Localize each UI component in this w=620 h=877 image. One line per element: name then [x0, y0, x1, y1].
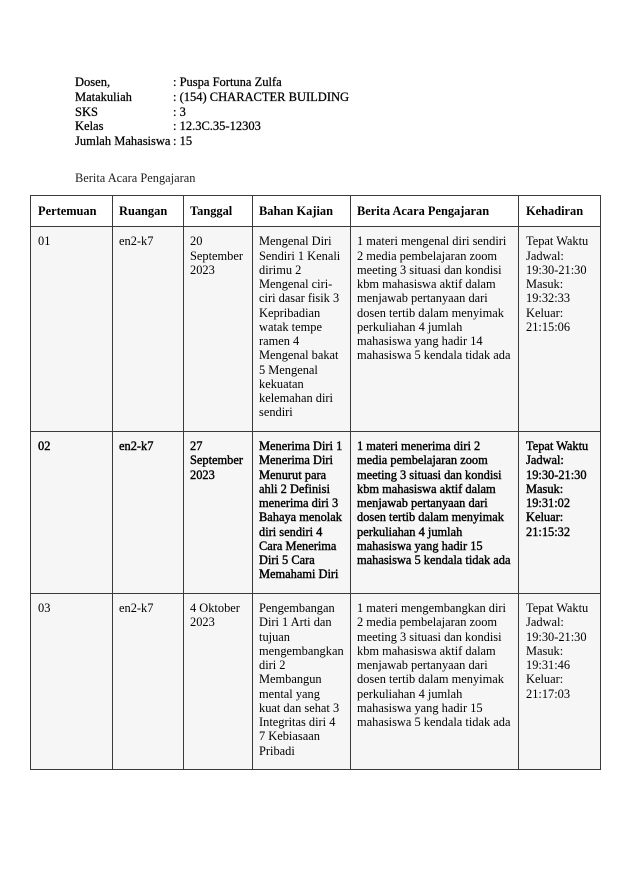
section-caption: Berita Acara Pengajaran — [75, 171, 196, 185]
info-row-lecturer — [75, 75, 349, 90]
cell-bahan-kajian: Mengenal Diri Sendiri 1 Kenali dirimu 2 Mengenal ciri- ciri dasar fisik 3 Kepribadian watak tempe ramen 4 Mengenal bakat 5 Mengenal kekuatan kelemahan diri sendiri — [253, 227, 351, 432]
cell-berita-acara: 1 materi mengembangkan diri 2 media pembelajaran zoom meeting 3 situasi dan kondisi kbm mahasiswa aktif dalam menjawab pertanyaan dari dosen tertib dalam menyimak perkuliahan 4 jumlah mahasiswa yang hadir 15 mahasiswa 5 kendala tidak ada — [351, 594, 519, 770]
student-count-label: Jumlah Mahasiswa — [75, 134, 171, 148]
course-label: Matakuliah — [75, 89, 132, 104]
cell-tanggal: 20 September 2023 — [184, 227, 253, 432]
info-row-credits — [75, 105, 349, 120]
table-row — [31, 227, 601, 432]
cell-berita-acara: 1 materi menerima diri 2 media pembelajaran zoom meeting 3 situasi dan kondisi kbm mahasiswa aktif dalam menjawab pertanyaan dari dosen tertib dalam menyimak perkuliahan 4 jumlah mahasiswa yang hadir 15 mahasiswa 5 kendala tidak ada — [351, 432, 519, 594]
header-berita-acara: Berita Acara Pengajaran — [351, 196, 519, 227]
credits-value: : 3 — [173, 104, 186, 119]
cell-ruangan: en2-k7 — [113, 227, 184, 432]
cell-bahan-kajian: Menerima Diri 1 Menerima Diri Menurut para ahli 2 Definisi menerima diri 3 Bahaya menolak diri sendiri 4 Cara Menerima Diri 5 Cara Memahami Diri — [253, 432, 351, 594]
student-count-value: : 15 — [173, 134, 193, 148]
info-row-students — [75, 134, 349, 149]
cell-ruangan: en2-k7 — [113, 594, 184, 770]
cell-pertemuan: 02 — [31, 432, 113, 594]
header-bahan-kajian: Bahan Kajian — [253, 196, 351, 227]
cell-pertemuan: 03 — [31, 594, 113, 770]
lecturer-value: : Puspa Fortuna Zulfa — [173, 75, 282, 89]
cell-ruangan: en2-k7 — [113, 432, 184, 594]
table-row — [31, 432, 601, 594]
lecturer-label: Dosen, — [75, 75, 111, 89]
header-pertemuan: Pertemuan — [31, 196, 113, 227]
cell-kehadiran: Tepat Waktu Jadwal: 19:30-21:30 Masuk: 19:31:02 Keluar: 21:15:32 — [519, 432, 601, 594]
header-ruangan: Ruangan — [113, 196, 184, 227]
cell-pertemuan: 01 — [31, 227, 113, 432]
table-row — [31, 594, 601, 770]
class-value: : 12.3C.35-12303 — [173, 119, 261, 134]
cell-bahan-kajian: Pengembangan Diri 1 Arti dan tujuan mengembangkan diri 2 Membangun mental yang kuat dan sehat 3 Integritas diri 4 7 Kebiasaan Pribadi — [253, 594, 351, 770]
course-info — [75, 75, 349, 149]
cell-tanggal: 4 Oktober 2023 — [184, 594, 253, 770]
cell-berita-acara: 1 materi mengenal diri sendiri 2 media pembelajaran zoom meeting 3 situasi dan kondisi kbm mahasiswa aktif dalam menjawab pertanyaan dari dosen tertib dalam menyimak perkuliahan 4 jumlah mahasiswa yang hadir 14 mahasiswa 5 kendala tidak ada — [351, 227, 519, 432]
cell-kehadiran: Tepat Waktu Jadwal: 19:30-21:30 Masuk: 19:32:33 Keluar: 21:15:06 — [519, 227, 601, 432]
table-header-row — [31, 196, 601, 227]
header-kehadiran: Kehadiran — [519, 196, 601, 227]
teaching-report-table — [30, 195, 601, 770]
cell-kehadiran: Tepat Waktu Jadwal: 19:30-21:30 Masuk: 19:31:46 Keluar: 21:17:03 — [519, 594, 601, 770]
cell-tanggal: 27 September 2023 — [184, 432, 253, 594]
class-label: Kelas — [75, 119, 104, 134]
credits-label: SKS — [75, 104, 98, 119]
course-value: : (154) CHARACTER BUILDING — [173, 89, 350, 104]
info-row-class — [75, 119, 349, 134]
header-tanggal: Tanggal — [184, 196, 253, 227]
info-row-course — [75, 90, 349, 105]
